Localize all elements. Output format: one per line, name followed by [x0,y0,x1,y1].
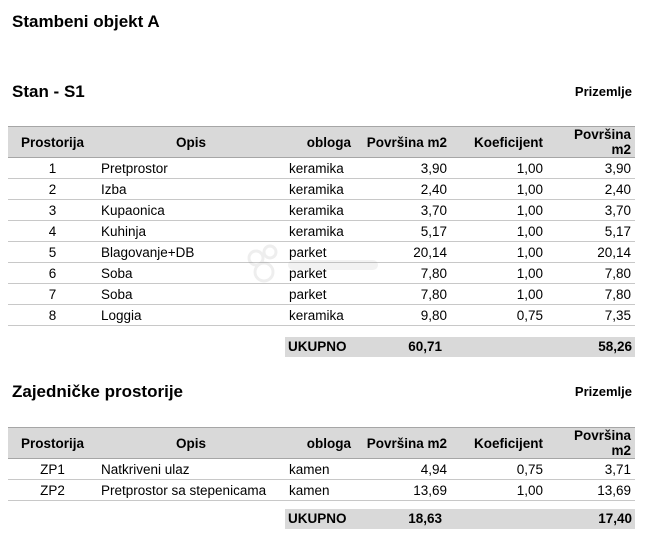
room-number: 4 [8,221,97,242]
room-area: 9,80 [355,305,451,326]
room-coefficient: 1,00 [451,200,547,221]
room-number: ZP2 [8,480,97,501]
room-area: 2,40 [355,179,451,200]
room-coefficient: 1,00 [451,284,547,305]
col-header-description: Opis [97,127,285,158]
room-weighted-area: 7,35 [547,305,635,326]
table-row [8,242,635,263]
room-number: 6 [8,263,97,284]
room-number: 1 [8,158,97,179]
room-description: Loggia [97,305,285,326]
total-weighted-area: 17,40 [598,511,632,526]
section-floor: Prizemlje [574,384,632,399]
total-area: 60,71 [408,339,442,354]
room-number: 2 [8,179,97,200]
table-row [8,158,635,179]
table-row [8,459,635,480]
room-coefficient: 1,00 [451,179,547,200]
table-row [8,200,635,221]
room-weighted-area: 7,80 [547,284,635,305]
section-title: Zajedničke prostorije [12,382,183,401]
room-coefficient: 1,00 [451,221,547,242]
table-body [8,459,635,501]
col-header-coefficient: Koeficijent [451,428,547,459]
rooms-table [8,427,635,501]
room-coefficient: 1,00 [451,480,547,501]
table-row [8,284,635,305]
room-finish: kamen [285,480,355,501]
room-finish: keramika [285,200,355,221]
room-weighted-area: 20,14 [547,242,635,263]
room-finish: parket [285,242,355,263]
room-area: 20,14 [355,242,451,263]
table-row [8,480,635,501]
room-weighted-area: 3,71 [547,459,635,480]
table-row [8,263,635,284]
room-area: 4,94 [355,459,451,480]
room-finish: keramika [285,158,355,179]
total-weighted-area: 58,26 [598,339,632,354]
room-weighted-area: 5,17 [547,221,635,242]
table-header-row [8,127,635,158]
room-coefficient: 0,75 [451,305,547,326]
room-number: 5 [8,242,97,263]
col-header-finish: obloga [285,127,355,158]
room-description: Soba [97,284,285,305]
col-header-weighted-area: Površina m2 [547,127,635,158]
total-label: UKUPNO [288,511,347,526]
room-weighted-area: 13,69 [547,480,635,501]
col-header-room: Prostorija [8,428,97,459]
total-row [285,337,635,357]
room-area: 7,80 [355,263,451,284]
room-finish: keramika [285,221,355,242]
rooms-table [8,126,635,326]
room-number: ZP1 [8,459,97,480]
table-row [8,221,635,242]
room-number: 3 [8,200,97,221]
room-description: Izba [97,179,285,200]
col-header-weighted-area: Površina m2 [547,428,635,459]
section-floor: Prizemlje [574,84,632,99]
total-area: 18,63 [408,511,442,526]
table-row [8,305,635,326]
room-area: 3,70 [355,200,451,221]
room-weighted-area: 3,90 [547,158,635,179]
room-area: 5,17 [355,221,451,242]
room-finish: kamen [285,459,355,480]
room-weighted-area: 3,70 [547,200,635,221]
total-row [285,509,635,529]
room-coefficient: 0,75 [451,459,547,480]
room-description: Blagovanje+DB [97,242,285,263]
room-coefficient: 1,00 [451,158,547,179]
room-area: 3,90 [355,158,451,179]
room-area: 13,69 [355,480,451,501]
room-finish: keramika [285,305,355,326]
room-description: Natkriveni ulaz [97,459,285,480]
col-header-area: Površina m2 [355,428,451,459]
room-number: 7 [8,284,97,305]
table-header-row [8,428,635,459]
room-coefficient: 1,00 [451,263,547,284]
table-body [8,158,635,326]
room-description: Kupaonica [97,200,285,221]
table-row [8,179,635,200]
room-description: Pretprostor sa stepenicama [97,480,285,501]
room-weighted-area: 7,80 [547,263,635,284]
col-header-finish: obloga [285,428,355,459]
col-header-area: Površina m2 [355,127,451,158]
room-description: Kuhinja [97,221,285,242]
room-description: Soba [97,263,285,284]
room-finish: parket [285,284,355,305]
col-header-description: Opis [97,428,285,459]
section-title: Stan - S1 [12,82,85,101]
col-header-room: Prostorija [8,127,97,158]
room-number: 8 [8,305,97,326]
room-area: 7,80 [355,284,451,305]
room-description: Pretprostor [97,158,285,179]
total-label: UKUPNO [288,339,347,354]
room-finish: keramika [285,179,355,200]
room-coefficient: 1,00 [451,242,547,263]
room-finish: parket [285,263,355,284]
room-weighted-area: 2,40 [547,179,635,200]
col-header-coefficient: Koeficijent [451,127,547,158]
document-title: Stambeni objekt A [12,12,160,31]
